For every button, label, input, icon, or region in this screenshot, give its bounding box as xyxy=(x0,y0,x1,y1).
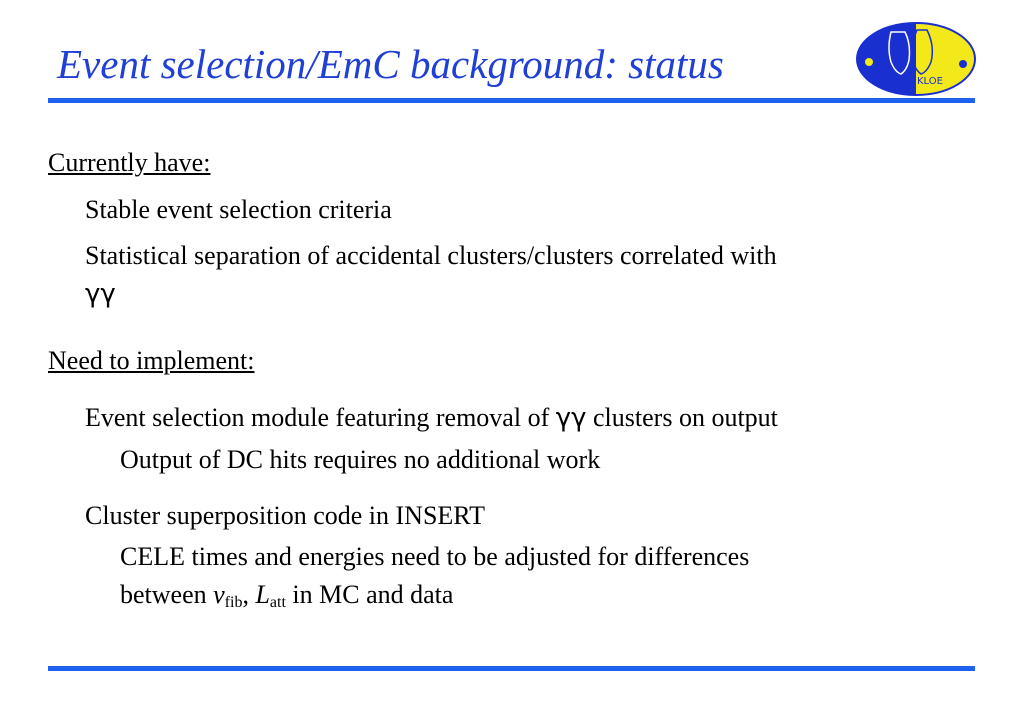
need-item-2-sub-2 xyxy=(120,580,453,612)
fib-subscript: fib xyxy=(224,594,243,611)
svg-text:KLOE: KLOE xyxy=(917,76,943,87)
att-subscript: att xyxy=(269,594,286,611)
gamma-gamma-symbol: γγ xyxy=(555,403,587,433)
v-symbol: v xyxy=(213,580,225,609)
need-item-1-sub: Output of DC hits requires no additional work xyxy=(120,445,601,474)
need-item-2-sub-1: CELE times and energies need to be adjusted for differences xyxy=(120,542,750,571)
slide-title: Event selection/EmC background: status xyxy=(57,41,724,87)
mc-data-text: in MC and data xyxy=(285,580,454,609)
need-item-1-post: clusters on output xyxy=(586,403,778,432)
need-item-2: Cluster superposition code in INSERT xyxy=(85,501,485,530)
between-text: between xyxy=(120,580,214,609)
have-item-1: Stable event selection criteria xyxy=(85,195,392,224)
l-symbol: L xyxy=(255,580,270,609)
comma: , xyxy=(242,580,256,609)
need-to-implement-heading: Need to implement: xyxy=(48,346,255,375)
kloe-logo xyxy=(855,20,977,103)
need-item-1-pre: Event selection module featuring removal of xyxy=(85,403,556,432)
title-rule xyxy=(48,98,975,103)
have-item-2: Statistical separation of accidental clusters/clusters correlated with xyxy=(85,241,777,270)
gamma-gamma-symbol: γγ xyxy=(85,279,116,309)
currently-have-heading: Currently have: xyxy=(48,148,211,177)
footer-rule xyxy=(48,666,975,671)
need-item-1 xyxy=(85,403,778,433)
